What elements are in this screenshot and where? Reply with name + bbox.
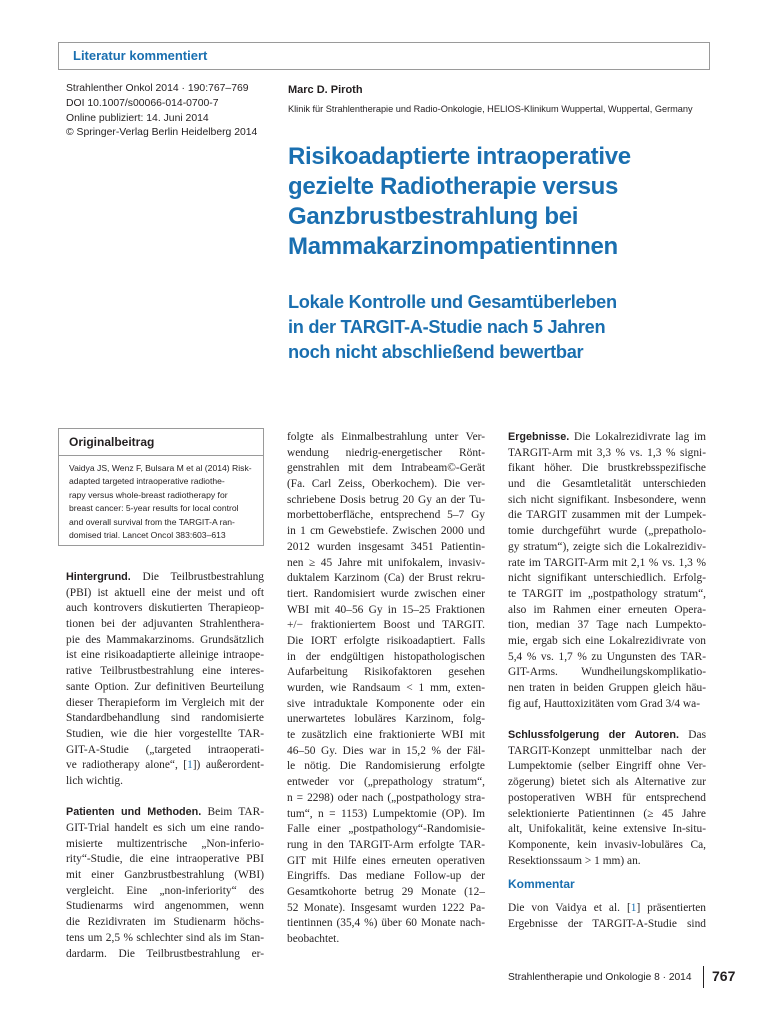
text-line: wurden, wie Randsaum < 1 mm, exten-: [287, 682, 485, 694]
text-line: Lumpektomie (selber Eingriff ohne Ver-: [508, 760, 706, 773]
text-line: misierte multizentrische „Non-inferio-: [66, 837, 264, 850]
reference-line: Vaidya JS, Wenz F, Bulsara M et al (2014) Risk-: [69, 463, 252, 473]
article-subtitle: [288, 290, 718, 365]
text-line: Schlussfolgerung der Autoren. Das: [508, 729, 707, 742]
text-line: sante Option. Zur definitiven Beurteilung: [66, 680, 264, 693]
text-line: fig auf, Hauttoxizitäten vom Grad 3/4 wa-: [508, 697, 701, 710]
reference-line: breast cancer: 5-year results for local control: [69, 503, 239, 514]
ergebnisse-heading: Ergebnisse.: [508, 431, 570, 443]
text-line: tum“, n = 1153) Lumpektomie (OP). Im: [287, 807, 485, 820]
text-line: 2012 wurden insgesamt 3451 Patientin-: [287, 540, 485, 553]
text-line: WBI mit 40–56 Gy in 15–25 Fraktionen: [287, 603, 485, 616]
text-line: Falle einer „postpathology“-Randomisie-: [287, 823, 485, 836]
text-line: le nötig. Die Randomisierung erfolgte: [287, 760, 485, 773]
text-line: Patienten und Methoden. Beim TAR-: [66, 806, 264, 819]
text-line: n = 2298) oder nach („postpathology stra-: [287, 791, 485, 804]
schluss-heading: Schlussfolgerung der Autoren.: [508, 729, 679, 742]
meta-doi: DOI 10.1007/s00066-014-0700-7: [66, 97, 219, 109]
box-divider: [59, 455, 263, 456]
text-line: fikant höher. Die brustkrebsspezifische: [508, 462, 706, 475]
text-line: Ergebnisse. Die Lokalrezidivrate lag im: [508, 431, 706, 443]
text-line: nicht signifikant unterschiedlich. Erfolg-: [508, 572, 706, 585]
text-line: Die IORT erfolgte risikoadaptiert. Falls: [287, 634, 485, 647]
column-3: [508, 430, 706, 932]
text-line: (PBI) ist aktuell eine der meist und oft: [66, 586, 264, 599]
text-line: schriebene Dosis betrug 20 Gy an der Tu-: [287, 493, 485, 506]
rubric-label: Literatur kommentiert: [73, 48, 208, 63]
text-line: 5,4 % vs. 1,7 % zu Ungunsten des TAR-: [508, 650, 706, 663]
text-line: dieser Therapieform im Vergleich mit der: [66, 696, 264, 709]
text-line: tomie durchgeführt wurde („prepatholo-: [508, 525, 706, 538]
original-heading: Originalbeitrag: [69, 435, 155, 449]
text-line: rity“-Studie, die eine intraoperative PBI: [66, 853, 264, 866]
text-line: tionen bei der adjuvanten Strahlenthera-: [66, 618, 264, 631]
reference-link[interactable]: 1: [187, 759, 193, 772]
text-line: 52 Monate). Insgesamt wurden 1222 Pa-: [287, 901, 485, 914]
author-affiliation: Klinik für Strahlentherapie und Radio-Onkologie, HELIOS-Klinikum Wuppertal, Wuppertal, Germany: [288, 104, 693, 114]
text-line: auch kontrovers diskutierten Therapieop-: [66, 602, 264, 615]
text-line: Aufarbeitung Risikofaktoren gesehen: [287, 666, 485, 679]
text-line: die TARGIT zusammen mit der Lumpek-: [508, 509, 706, 522]
text-line: tientinnen (35,4 %) über 60 Monate nach-: [287, 917, 485, 930]
text-line: Standardbehandlung sind randomisierte: [66, 712, 264, 725]
text-line: folgte als Einmalbestrahlung unter Ver-: [287, 431, 485, 443]
text-line: in der endgültigen histopathologischen: [287, 650, 485, 663]
citation-meta: [66, 82, 276, 141]
text-line: also im Rahmen einer erneuten Opera-: [508, 603, 706, 616]
text-line: 46–50 Gy. Dies war in 15,2 % der Fäl-: [287, 744, 485, 757]
text-line: zögerung) bietet sich als Alternative zur: [508, 776, 706, 789]
text-line: te TARGIT im „postpathology stratum“,: [508, 587, 706, 600]
text-line: lich wichtig.: [66, 774, 123, 787]
text-line: TARGIT-Konzept unmittelbar nach der: [508, 744, 706, 757]
reference-line: and overall survival from the TARGIT-A ran-: [69, 516, 235, 527]
column-2: [287, 430, 485, 948]
text-line: GIT-Trial handelt es sich um eine rando-: [66, 822, 264, 834]
text-line: nen ≥ 45 Jahre mit unifokalem, invasiv-: [287, 556, 485, 569]
text-line: (Fa. Carl Zeiss, Oberkochem). Die ver-: [287, 478, 485, 491]
text-line: vergleicht. Eine „non-inferiority“ des: [66, 884, 264, 897]
methoden-heading: Patienten und Methoden.: [66, 806, 202, 819]
text-line: pie des Mammakarzinoms. Grundsätzlich: [66, 633, 264, 646]
text-line: rative Teilbrustbestrahlung eine interes-: [66, 665, 264, 678]
meta-journal: Strahlenther Onkol 2014 · 190:767–769: [66, 83, 249, 94]
kommentar-heading: Kommentar: [508, 877, 575, 892]
column-1: [66, 570, 264, 962]
text-line: +/− fraktioniertem Boost und TARGIT.: [287, 619, 485, 632]
subtitle-line: in der TARGIT-A-Studie nach 5 Jahren: [288, 317, 606, 337]
text-line: tion, median 37 Tage nach Lumpekto-: [508, 619, 706, 632]
text-line: genstrahlen mit dem Intrabeam©-Gerät: [287, 462, 485, 475]
subtitle-line: noch nicht abschließend bewertbar: [288, 342, 584, 362]
text-line: morbettoberfläche, entsprechend 5–7 Gy: [287, 509, 485, 522]
text-line: beobachtet.: [287, 933, 340, 945]
text-line: die Rezidivraten im Studienarm höchs-: [66, 916, 264, 929]
text-line: unerwartetes lobuläres Karzinom, folg-: [287, 713, 485, 726]
reference-line: rapy versus whole-breast radiotherapy for: [69, 489, 228, 500]
text-line: rung in den TARGIT-Arm erfolgte TAR-: [287, 838, 485, 851]
hintergrund-heading: Hintergrund.: [66, 571, 131, 583]
original-article-box: [58, 428, 264, 546]
title-line: Mammakarzinompatientinnen: [288, 233, 618, 260]
title-line: gezielte Radiotherapie versus: [288, 173, 619, 200]
text-line: Hintergrund. Die Teilbrustbestrahlung: [66, 571, 264, 583]
text-line: entweder vor („prepathology stratum“,: [287, 776, 485, 789]
text-line: ve radiotherapy alone“, [1]) außerordent-: [66, 759, 265, 772]
text-line: dardarm. Die Teilbrustbestrahlung er-: [66, 947, 264, 960]
text-line: rate im TARGIT-Arm mit 2,1 % vs. 1,3 %: [508, 556, 706, 569]
text-line: mit einer Ganzbrustbestrahlung (WBI): [66, 869, 264, 882]
meta-online-date: Online publiziert: 14. Juni 2014: [66, 112, 209, 124]
text-line: te zusätzlich eine fraktionierte WBI mit: [287, 729, 485, 742]
text-line: Gesamtkohorte betrug 29 Monate (12–: [287, 885, 485, 898]
footer-journal: Strahlentherapie und Onkologie 8 · 2014: [508, 972, 692, 983]
text-line: postoperativen WBH für entsprechend: [508, 791, 706, 804]
text-line: Eingriffs. Das mediane Follow-up der: [287, 870, 485, 883]
author-name: Marc D. Piroth: [288, 84, 363, 96]
text-line: ist eine risikoadaptierte alleinige intraope-: [66, 649, 264, 662]
text-line: Resektionssaum > 1 mm) an.: [508, 854, 641, 867]
meta-copyright: © Springer-Verlag Berlin Heidelberg 2014: [66, 127, 258, 139]
text-line: GIT mit Hilfe eines erneuten operativen: [287, 854, 485, 867]
text-line: Die von Vaidya et al. [1] präsentierten: [508, 901, 706, 914]
text-line: GIT-A-Studie („targeted intraoperati-: [66, 743, 264, 756]
text-line: gy stratum“), zeigte sich die Lokalrezidiv-: [508, 540, 706, 553]
text-line: TARGIT-Arm mit 3,3 % vs. 1,3 % signi-: [508, 446, 706, 459]
original-reference: [69, 462, 259, 542]
footer-divider: [703, 966, 704, 988]
text-line: tiert. Randomisiert wurde zwischen einer: [287, 587, 485, 600]
reference-line: domised trial. Lancet Oncol 383:603–613: [69, 530, 226, 541]
text-line: in 1 cm Gewebstiefe. Zwischen 2000 und: [287, 525, 485, 538]
text-line: duktalem Karzinom (Ca) der Brust rekru-: [287, 572, 485, 585]
section-rubric: [58, 42, 710, 70]
text-line: tens um 2,5 % schlechter sind als im Stan-: [66, 931, 264, 944]
text-line: Studien, wie die hier vorgestellte TAR-: [66, 727, 264, 740]
text-line: sich nicht signifikant. Insbesondere, wenn: [508, 493, 706, 506]
text-line: GIT-Arms. Wundheilungskomplikatio-: [508, 666, 706, 679]
text-line: sive intraduktale Komponente oder ein: [287, 697, 485, 710]
text-line: alt, Unifokalität, keine extensive In-situ-: [508, 823, 706, 836]
text-line: Studienarms wird angenommen, wenn: [66, 900, 264, 913]
article-title: [288, 142, 718, 262]
reference-link[interactable]: 1: [630, 901, 637, 914]
text-line: selektionierte Patientinnen (≥ 45 Jahre: [508, 807, 706, 820]
page-number: 767: [712, 968, 736, 984]
title-line: Risikoadaptierte intraoperative: [288, 143, 631, 170]
text-line: und die Gesamtletalität unterschieden: [508, 478, 706, 491]
text-line: wendung niedrig-energetischer Rönt-: [287, 446, 485, 459]
text-line: mie, ergab sich eine Lokalrezidivrate von: [508, 634, 706, 647]
reference-line: adapted targeted intraoperative radiothe-: [69, 476, 225, 487]
text-line: nen traten in beiden Gruppen gleich häu-: [508, 682, 706, 694]
text-line: Ergebnisse der TARGIT-A-Studie sind: [508, 917, 706, 930]
title-line: Ganzbrustbestrahlung bei: [288, 203, 579, 230]
subtitle-line: Lokale Kontrolle und Gesamtüberleben: [288, 292, 617, 312]
text-line: Komponente, kein invasiv-lobuläres Ca,: [508, 838, 706, 851]
